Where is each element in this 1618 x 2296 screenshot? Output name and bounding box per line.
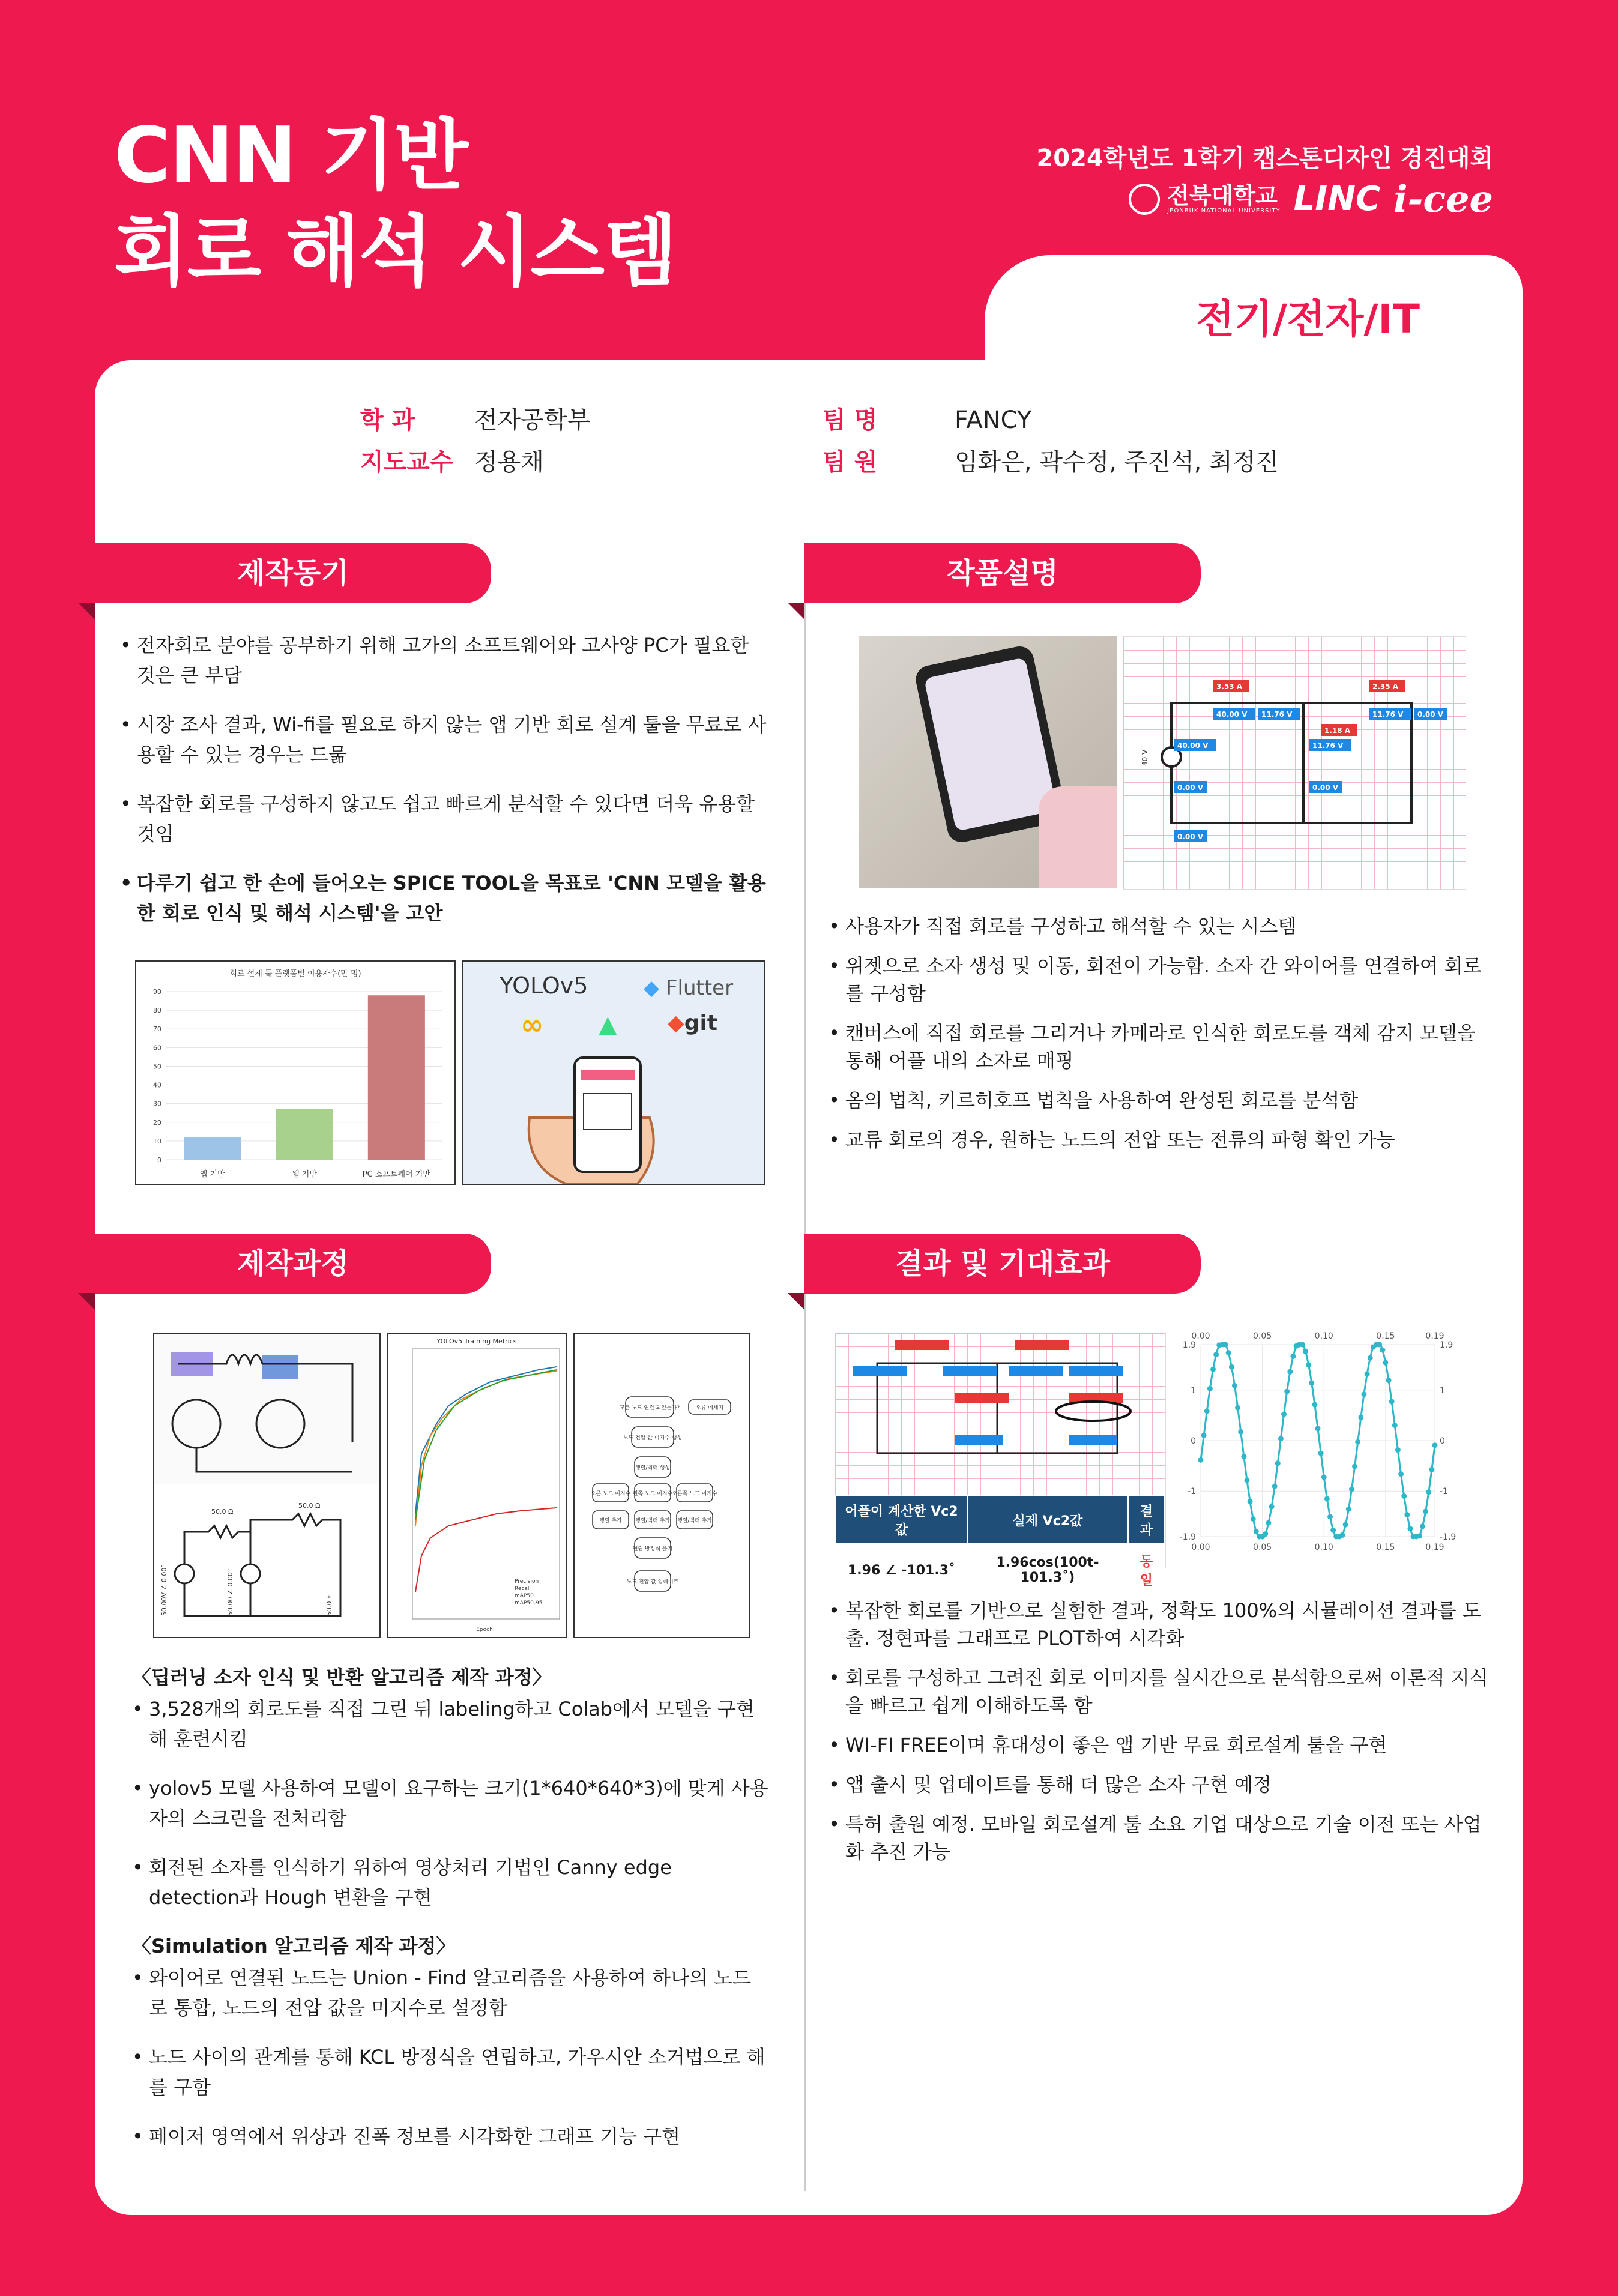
chart-title: 회로 설계 툴 플랫폼별 이용자수(만 명) bbox=[229, 969, 361, 978]
waveform-point bbox=[1201, 1433, 1207, 1438]
waveform-point bbox=[1386, 1378, 1392, 1383]
waveform-point bbox=[1327, 1514, 1333, 1520]
training-title: YOLOv5 Training Metrics bbox=[436, 1337, 517, 1345]
motivation-heading: 제작동기 bbox=[95, 543, 491, 603]
waveform-point bbox=[1198, 1457, 1204, 1463]
sim-label: 3.53 A bbox=[1216, 682, 1243, 691]
x-tick-label: 앱 기반 bbox=[199, 1170, 225, 1179]
flow-node: 노드 전압 값 미지수 생성 bbox=[623, 1435, 683, 1441]
waveform-point bbox=[1420, 1523, 1425, 1529]
waveform-point bbox=[1404, 1512, 1410, 1517]
list-item: • 교류 회로의 경우, 원하는 노드의 전압 또는 전류의 파형 확인 가능 bbox=[829, 1126, 1489, 1154]
flow-node: 오른쪽 노드 미지수 bbox=[672, 1491, 717, 1497]
poster-title bbox=[114, 108, 677, 300]
training-chart-svg bbox=[388, 1334, 566, 1637]
y-tick-label: 80 bbox=[153, 1007, 161, 1015]
waveform-point bbox=[1207, 1386, 1213, 1391]
list-item: • 복잡한 회로를 구성하지 않고도 쉽고 빠르게 분석할 수 있다면 더욱 유용할 것임 bbox=[120, 789, 768, 849]
waveform-point bbox=[1352, 1464, 1357, 1469]
yolo-logo: YOLOv5 bbox=[500, 972, 588, 999]
x-tick-label: 0.00 bbox=[1191, 1331, 1210, 1341]
waveform-point bbox=[1226, 1350, 1231, 1355]
list-item: • 3,528개의 회로도를 직접 그린 뒤 labeling하고 Colab에서 모델을 구현해 훈련시킴 bbox=[132, 1694, 768, 1754]
heading-fold bbox=[78, 1293, 95, 1310]
sim-label: 0.00 V bbox=[1312, 783, 1339, 792]
flow-node: 왼쪽 노드 미지수 bbox=[632, 1491, 673, 1497]
waveform-point bbox=[1266, 1520, 1271, 1526]
waveform-point bbox=[1340, 1532, 1345, 1538]
contest-name: 2024학년도 1학기 캡스톤디자인 경진대회 bbox=[1036, 145, 1493, 172]
x-tick-label: 0.19 bbox=[1425, 1331, 1444, 1341]
waveform-point bbox=[1346, 1507, 1351, 1512]
y-tick-label: -1.9 bbox=[1179, 1532, 1196, 1542]
waveform-point bbox=[1321, 1474, 1327, 1480]
sim-circuit-svg bbox=[1123, 637, 1466, 889]
prof-value: 정용채 bbox=[474, 448, 544, 476]
android-studio-icon: ▲ bbox=[599, 1011, 617, 1038]
waveform-point bbox=[1303, 1349, 1308, 1354]
flow-node: 모든 노드 연결 되었는가? bbox=[619, 1405, 680, 1411]
x-tick-label: 0.10 bbox=[1314, 1543, 1333, 1552]
sim-label: 11.76 V bbox=[1312, 741, 1344, 750]
waveform-point bbox=[1355, 1439, 1360, 1445]
description-heading: 작품설명 bbox=[804, 543, 1201, 603]
flow-node: 행렬 추가 bbox=[599, 1518, 622, 1524]
sim-label: 40.00 V bbox=[1177, 741, 1209, 750]
waveform-point bbox=[1309, 1380, 1314, 1385]
y-tick-label: -1 bbox=[1440, 1487, 1448, 1497]
univ-name-en: JEONBUK NATIONAL UNIVERSITY bbox=[1167, 208, 1281, 214]
table-header: 어플이 계산한 Vc2 값 bbox=[836, 1496, 967, 1544]
waveform-point bbox=[1395, 1447, 1401, 1453]
results-list bbox=[829, 1597, 1489, 1878]
x-tick-label: 0.00 bbox=[1191, 1543, 1210, 1552]
waveform-plot bbox=[1177, 1327, 1465, 1573]
phone-hand-icon bbox=[518, 1046, 674, 1184]
waveform-point bbox=[1318, 1451, 1324, 1456]
title-line1: CNN 기반 bbox=[114, 111, 468, 200]
sim-label: 0.00 V bbox=[1417, 710, 1444, 719]
team-value: FANCY bbox=[955, 406, 1032, 434]
waveform-point bbox=[1272, 1484, 1278, 1489]
comparison-table bbox=[835, 1495, 1165, 1596]
circuit-label: 50.00 ∠ 0.00° bbox=[226, 1568, 234, 1616]
table-header: 실제 Vc2값 bbox=[967, 1496, 1128, 1544]
table-header: 결과 bbox=[1128, 1496, 1165, 1544]
sim-label: 11.76 V bbox=[1261, 710, 1293, 719]
title-line2: 회로 해석 시스템 bbox=[114, 207, 677, 297]
waveform-point bbox=[1358, 1415, 1363, 1420]
waveform-point bbox=[1315, 1426, 1321, 1431]
sim-label: 40.00 V bbox=[1216, 710, 1248, 719]
waveform-point bbox=[1300, 1342, 1305, 1348]
training-metrics-chart bbox=[387, 1333, 567, 1638]
motivation-list bbox=[120, 630, 768, 947]
process-list2 bbox=[132, 1963, 768, 2151]
bar-chart-svg bbox=[136, 962, 454, 1184]
process-heading: 제작과정 bbox=[95, 1234, 491, 1294]
x-tick-label: PC 소프트웨어 기반 bbox=[362, 1170, 430, 1179]
legend-map50: mAP50 bbox=[515, 1593, 534, 1599]
tech-stack-figure bbox=[462, 960, 765, 1185]
bar bbox=[368, 995, 425, 1160]
waveform-svg bbox=[1177, 1327, 1465, 1573]
list-item: • 특허 출원 예정. 모바일 회로설계 툴 소요 기업 대상으로 기술 이전 또는 사업화 추진 가능 bbox=[829, 1810, 1489, 1866]
waveform-point bbox=[1343, 1522, 1348, 1528]
sim-label: 40 V bbox=[1141, 749, 1149, 766]
univ-name: 전북대학교 bbox=[1167, 182, 1278, 209]
dept-row bbox=[360, 401, 590, 435]
list-item bbox=[829, 1597, 1489, 1652]
process-sub1: 〈딥러닝 소자 인식 및 반환 알고리즘 제작 과정〉 bbox=[132, 1666, 552, 1689]
waveform-point bbox=[1383, 1360, 1388, 1366]
list-item: • yolov5 모델 사용하여 모델이 요구하는 크기(1*640*640*3)에 맞게 사용자의 스크린을 전처리함 bbox=[132, 1773, 768, 1833]
list-item: • WI-FI FREE이며 휴대성이 좋은 앱 기반 무료 회로설계 툴을 구현 bbox=[829, 1731, 1489, 1759]
legend-precision: Precision bbox=[515, 1579, 539, 1585]
x-tick-label: 0.19 bbox=[1425, 1543, 1444, 1552]
waveform-point bbox=[1377, 1342, 1382, 1348]
list-item: • 노드 사이의 관계를 통해 KCL 방정식을 연립하고, 가우시안 소거법으로 해를 구함 bbox=[132, 2042, 768, 2102]
waveform-point bbox=[1365, 1372, 1370, 1377]
x-tick-label: 웹 기반 bbox=[292, 1170, 317, 1179]
flutter-logo: ◆ Flutter bbox=[644, 976, 734, 1000]
member-label: 팀 원 bbox=[823, 448, 878, 476]
y-tick-label: 1 bbox=[1191, 1385, 1196, 1396]
prof-row bbox=[360, 443, 544, 477]
platform-bar-chart bbox=[135, 960, 456, 1185]
sim-label: 0.00 V bbox=[1177, 783, 1204, 792]
circuit-label: 50.00V ∠ 0.00° bbox=[160, 1564, 168, 1616]
waveform-point bbox=[1275, 1460, 1281, 1466]
waveform-point bbox=[1287, 1369, 1293, 1375]
waveform-point bbox=[1398, 1471, 1404, 1477]
waveform-point bbox=[1392, 1423, 1398, 1428]
circuit-label: 50.0 Ω bbox=[211, 1508, 234, 1516]
circuit-label: 50.0 F bbox=[325, 1595, 333, 1616]
flow-node: 오른 노드 미지수 bbox=[590, 1491, 631, 1497]
team-row bbox=[823, 401, 1031, 435]
sim-label: 1.18 A bbox=[1324, 726, 1351, 735]
y-tick-label: 0 bbox=[1440, 1436, 1445, 1446]
circuit-label: 50.0 Ω bbox=[298, 1502, 321, 1510]
legend-recall: Recall bbox=[515, 1586, 531, 1592]
simulation-screenshot bbox=[1123, 636, 1466, 890]
waveform-point bbox=[1407, 1526, 1413, 1531]
process-list1 bbox=[132, 1694, 768, 1912]
y-tick-label: 1.9 bbox=[1440, 1340, 1453, 1350]
waveform-point bbox=[1269, 1504, 1275, 1510]
waveform-point bbox=[1324, 1496, 1330, 1501]
colab-icon: ∞ bbox=[521, 1008, 544, 1041]
y-tick-label: 1.9 bbox=[1182, 1340, 1196, 1350]
circuit-recognition-figure bbox=[153, 1333, 381, 1638]
team-label: 팀 명 bbox=[823, 406, 878, 434]
waveform-point bbox=[1401, 1493, 1407, 1499]
list-item: • 회로를 구성하고 그려진 회로 이미지를 실시간으로 분석함으로써 이론적 지식을 빠르고 쉽게 이해하도록 함 bbox=[829, 1664, 1489, 1719]
flow-node: 행렬/벡터 생성 bbox=[635, 1465, 671, 1471]
list-item: • 시장 조사 결과, Wi-fi를 필요로 하지 않는 앱 기반 회로 설계 툴을 무료로 사용할 수 있는 경우는 드묾 bbox=[120, 710, 768, 770]
waveform-point bbox=[1254, 1529, 1259, 1534]
linc-logo: LINC bbox=[1293, 179, 1381, 218]
phone-photo bbox=[859, 636, 1117, 888]
waveform-point bbox=[1417, 1533, 1422, 1538]
logo-row bbox=[1129, 177, 1493, 221]
list-item: • 전자회로 분야를 공부하기 위해 고가의 소프트웨어와 고사양 PC가 필요한 것은 큰 부담 bbox=[120, 630, 768, 690]
y-tick-label: 1 bbox=[1440, 1385, 1445, 1396]
waveform-point bbox=[1241, 1454, 1246, 1459]
waveform-point bbox=[1213, 1352, 1219, 1357]
field-label: 전기/전자/IT bbox=[1196, 296, 1420, 342]
flow-node: 노드 전압 값 업데이트 bbox=[626, 1579, 679, 1585]
flow-node: 행렬/벡터 추가 bbox=[677, 1518, 713, 1524]
git-label: git bbox=[684, 1011, 718, 1035]
flutter-label: Flutter bbox=[665, 976, 734, 1000]
legend-map50-95: mAP50-95 bbox=[515, 1600, 543, 1606]
table-cell: 1.96 ∠ -101.3˚ bbox=[847, 1562, 956, 1578]
table-cell: 동일 bbox=[1140, 1555, 1153, 1588]
flow-node: 오류 메세지 bbox=[695, 1405, 724, 1411]
waveform-point bbox=[1380, 1347, 1385, 1352]
prof-label: 지도교수 bbox=[360, 448, 453, 476]
simulation-flowchart bbox=[573, 1333, 750, 1638]
waveform-point bbox=[1429, 1467, 1434, 1472]
column-divider bbox=[804, 600, 806, 2191]
description-list bbox=[829, 912, 1489, 1166]
member-value: 임화은, 곽수정, 주진석, 최정진 bbox=[955, 448, 1279, 476]
univ-seal-icon bbox=[1129, 184, 1160, 215]
x-tick-label: 0.10 bbox=[1314, 1331, 1333, 1341]
waveform-point bbox=[1284, 1389, 1290, 1394]
y-tick-label: 50 bbox=[153, 1062, 161, 1071]
heading-fold bbox=[788, 603, 804, 619]
waveform-point bbox=[1423, 1509, 1428, 1514]
waveform-point bbox=[1210, 1367, 1216, 1372]
process-sub2: 〈Simulation 알고리즘 제작 과정〉 bbox=[132, 1935, 456, 1957]
y-tick-label: 0 bbox=[157, 1156, 161, 1164]
waveform-point bbox=[1278, 1436, 1284, 1441]
waveform-point bbox=[1248, 1499, 1253, 1504]
dept-label: 학 과 bbox=[360, 406, 415, 434]
y-tick-label: 0 bbox=[1191, 1436, 1196, 1446]
member-row bbox=[823, 443, 1279, 477]
x-tick-label: 0.05 bbox=[1253, 1331, 1272, 1341]
list-item: • 캔버스에 직접 회로를 그리거나 카메라로 인식한 회로도를 객체 감지 모델을 통해 어플 내의 소자로 매핑 bbox=[829, 1019, 1489, 1074]
git-logo: ◆git bbox=[668, 1011, 718, 1035]
waveform-point bbox=[1235, 1405, 1240, 1411]
handdrawn-circuit-svg bbox=[154, 1334, 379, 1637]
waveform-point bbox=[1312, 1402, 1317, 1408]
waveform-point bbox=[1330, 1528, 1336, 1533]
y-tick-label: 70 bbox=[153, 1025, 161, 1034]
y-tick-label: 30 bbox=[153, 1100, 161, 1108]
sim-label: 11.76 V bbox=[1372, 710, 1404, 719]
waveform-point bbox=[1238, 1429, 1243, 1435]
list-item: • 다루기 쉽고 한 손에 들어오는 SPICE TOOL을 목표로 'CNN 모델을 활용한 회로 인식 및 해석 시스템'을 고안 bbox=[120, 868, 768, 928]
heading-fold bbox=[788, 1293, 804, 1310]
y-tick-label: 10 bbox=[153, 1137, 161, 1145]
list-item: • 와이어로 연결된 노드는 Union - Find 알고리즘을 사용하여 하나의 노드로 통합, 노드의 전압 값을 미지수로 설정함 bbox=[132, 1963, 768, 2023]
list-item: • 옴의 법칙, 키르히호프 법칙을 사용하여 완성된 회로를 분석함 bbox=[829, 1086, 1489, 1114]
waveform-point bbox=[1232, 1383, 1237, 1388]
list-item: • 앱 출시 및 업데이트를 통해 더 많은 소자 구현 예정 bbox=[829, 1771, 1489, 1798]
flow-node: 행렬/벡터 추가 bbox=[635, 1518, 671, 1524]
waveform-point bbox=[1389, 1399, 1395, 1404]
waveform-point bbox=[1290, 1354, 1296, 1359]
list-item: • 회전된 소자를 인식하기 위하여 영상처리 기법인 Canny edge detection과 Hough 변환을 구현 bbox=[132, 1852, 768, 1912]
x-tick-label: 0.05 bbox=[1253, 1543, 1272, 1552]
waveform-point bbox=[1263, 1531, 1268, 1537]
waveform-point bbox=[1223, 1342, 1228, 1348]
y-tick-label: 90 bbox=[153, 988, 161, 996]
table-row bbox=[836, 1544, 1165, 1596]
sleeve-image bbox=[1039, 786, 1117, 888]
waveform-point bbox=[1204, 1408, 1210, 1414]
x-tick-label: 0.15 bbox=[1376, 1543, 1395, 1552]
waveform-point bbox=[1432, 1442, 1438, 1448]
training-xlabel: Epoch bbox=[476, 1627, 493, 1633]
bar bbox=[276, 1109, 333, 1160]
y-tick-label: 60 bbox=[153, 1044, 161, 1052]
ac-simulation-screenshot bbox=[835, 1333, 1166, 1588]
dept-value: 전자공학부 bbox=[474, 406, 591, 434]
waveform-point bbox=[1244, 1477, 1249, 1483]
waveform-point bbox=[1251, 1516, 1256, 1522]
waveform-point bbox=[1368, 1355, 1373, 1361]
y-tick-label: 20 bbox=[153, 1118, 161, 1127]
waveform-point bbox=[1361, 1391, 1366, 1397]
waveform-point bbox=[1306, 1362, 1311, 1367]
table-cell: 1.96cos(100t-101.3˚) bbox=[996, 1555, 1099, 1585]
y-tick-label: -1.9 bbox=[1440, 1532, 1457, 1542]
list-item: • 위젯으로 소자 생성 및 이동, 회전이 가능함. 소자 간 와이어를 연결하여 회로를 구성함 bbox=[829, 952, 1489, 1007]
sim-label: 0.00 V bbox=[1177, 833, 1204, 841]
y-tick-label: -1 bbox=[1188, 1487, 1196, 1497]
flowchart-svg bbox=[575, 1334, 749, 1637]
flow-node: 연립 방정식 풀기 bbox=[632, 1546, 673, 1552]
results-heading: 결과 및 기대효과 bbox=[804, 1234, 1201, 1294]
heading-fold bbox=[78, 603, 95, 619]
waveform-point bbox=[1426, 1489, 1431, 1495]
waveform-point bbox=[1229, 1364, 1234, 1370]
result-text: 복잡한 회로를 기반으로 실험한 결과, 정확도 100%의 시뮬레이션 결과를 도출. 정현파를 그래프로 PLOT하여 시각화 bbox=[845, 1599, 1481, 1650]
waveform-point bbox=[1349, 1487, 1354, 1492]
sim-label: 2.35 A bbox=[1372, 682, 1399, 691]
x-tick-label: 0.15 bbox=[1376, 1331, 1395, 1341]
list-item: • 페이저 영역에서 위상과 진폭 정보를 시각화한 그래프 기능 구현 bbox=[132, 2121, 768, 2151]
y-tick-label: 40 bbox=[153, 1081, 161, 1089]
process-text bbox=[132, 1663, 768, 2171]
jbnu-logo bbox=[1129, 184, 1280, 215]
icee-logo: i-cee bbox=[1393, 177, 1493, 221]
list-item: • 사용자가 직접 회로를 구성하고 해석할 수 있는 시스템 bbox=[829, 912, 1489, 940]
bar bbox=[184, 1137, 241, 1160]
waveform-point bbox=[1281, 1412, 1287, 1417]
